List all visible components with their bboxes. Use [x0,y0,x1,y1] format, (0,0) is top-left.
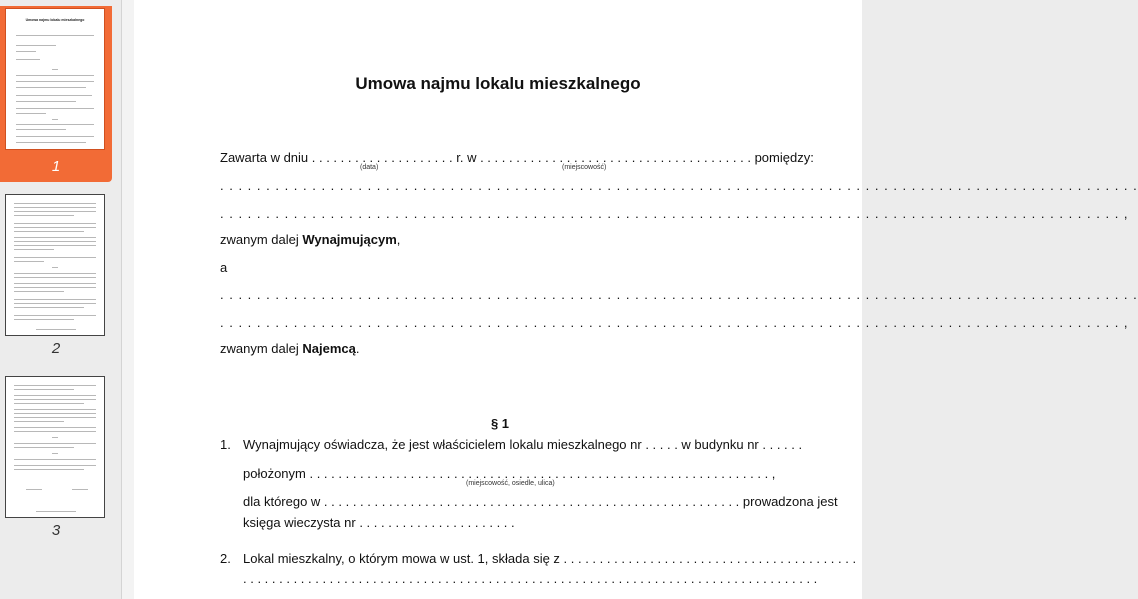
item-2-line-2: . . . . . . . . . . . . . . . . . . . . . . . . . . . . . . . . . . . . . . . . . . . . . . . . . . . . . . . . . . . . . . . . . . . . . . . . . . . . . . . . [243,571,818,586]
designation-suffix: . [355,341,360,356]
landlord-line-1: . . . . . . . . . . . . . . . . . . . . . . . . . . . . . . . . . . . . . . . . . . . . . . . . . . . . . . . . . . . . . . . . . . . . . . . . . . . . . . . . . . . . . . . . . . . . . . . . . . . . [220,178,1138,193]
thumbnail-page-number: 1 [51,158,61,175]
sidebar-divider [122,0,134,599]
tenant-line-2: . . . . . . . . . . . . . . . . . . . . . . . . . . . . . . . . . . . . . . . . . . . . . . . . . . . . . . . . . . . . . . . . . . . . . . . . . . . . . . . . . . . . . . . . . . . . . . . . . . , [220,315,1129,330]
item-1-number: 1. [220,437,231,452]
date-field-label: (data) [360,164,379,171]
designation-prefix: zwanym dalej [220,341,303,356]
item-2-line-1: Lokal mieszkalny, o którym mowa w ust. 1, składa się z . . . . . . . . . . . . . . . . . . . . . . . . . . . . . . . . . . . . . . . . . [243,551,857,566]
thumbnail-page-3[interactable] [0,374,112,540]
landlord-designation [220,232,780,247]
designation-suffix: , [396,232,401,247]
thumbnail-page-number: 2 [51,340,61,357]
item-1-line-4: księga wieczysta nr . . . . . . . . . . . . . . . . . . . . . . [243,515,515,530]
page-thumbnail-preview [5,8,105,150]
section-1-heading: § 1 [490,416,510,431]
tenant-designation [220,341,780,356]
tenant-term: Najemcą [302,341,356,356]
landlord-line-2: . . . . . . . . . . . . . . . . . . . . . . . . . . . . . . . . . . . . . . . . . . . . . . . . . . . . . . . . . . . . . . . . . . . . . . . . . . . . . . . . . . . . . . . . . . . . . . . . . . , [220,206,1129,221]
designation-prefix: zwanym dalej [220,232,303,247]
thumbnail-title: Umowa najmu lokalu mieszkalnego [25,18,85,22]
thumbnail-page-2[interactable] [0,192,112,358]
page-thumbnail-preview [5,194,105,336]
tenant-line-1: . . . . . . . . . . . . . . . . . . . . . . . . . . . . . . . . . . . . . . . . . . . . . . . . . . . . . . . . . . . . . . . . . . . . . . . . . . . . . . . . . . . . . . . . . . . . . . . . . . . . [220,287,1138,302]
thumbnail-page-1[interactable] [0,6,112,182]
item-2-number: 2. [220,551,231,566]
contract-date-place-line: Zawarta w dniu . . . . . . . . . . . . . . . . . . . . r. w . . . . . . . . . . . . . . . . . . . . . . . . . . . . . . . . . . . . . . pomiędzy: [220,150,814,165]
item-1-line-2: położonym . . . . . . . . . . . . . . . . . . . . . . . . . . . . . . . . . . . . . . . . . . . . . . . . . . . . . . . . . . . . . . . . , [243,466,776,481]
thumbnail-page-number: 3 [51,522,61,539]
document-title: Umowa najmu lokalu mieszkalnego [355,74,641,93]
place-field-label: (miejscowość) [562,164,607,171]
item-1-line-3: dla którego w . . . . . . . . . . . . . . . . . . . . . . . . . . . . . . . . . . . . . . . . . . . . . . . . . . . . . . . . . . prowadzona jest [243,494,838,509]
thumbnail-sidebar [0,0,122,599]
address-field-label: (miejscowość, osiedle, ulica) [466,480,555,487]
landlord-term: Wynajmującym [302,232,397,247]
page-thumbnail-preview [5,376,105,518]
conjunction-a: a [220,260,228,275]
item-1-line-1: Wynajmujący oświadcza, że jest właścicielem lokalu mieszkalnego nr . . . . . w budynku nr . . . . . . [243,437,803,452]
